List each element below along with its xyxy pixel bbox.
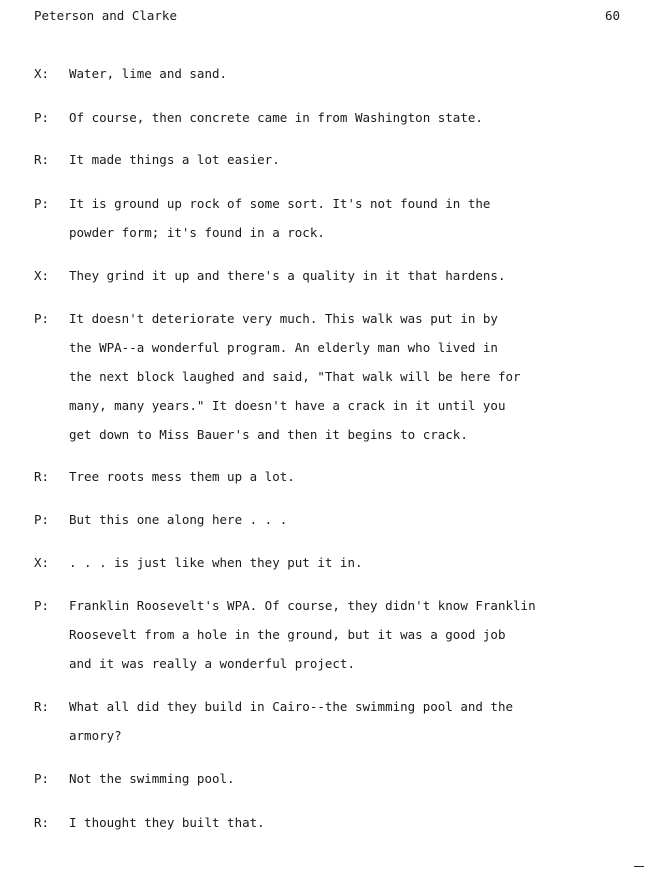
transcript-entry	[34, 555, 624, 584]
transcript-entry	[34, 598, 624, 685]
scan-mark	[634, 866, 644, 867]
line-text: and it was really a wonderful project.	[69, 656, 355, 671]
speaker-label: P:	[34, 771, 50, 786]
speaker-label: P:	[34, 110, 50, 125]
speaker-label: R:	[34, 152, 50, 167]
speaker-label: P:	[34, 196, 50, 211]
transcript-line	[34, 66, 624, 95]
line-text: Water, lime and sand.	[69, 66, 228, 81]
transcript-line	[34, 196, 624, 225]
transcript-line	[34, 152, 624, 181]
transcript-line	[34, 340, 624, 369]
speaker-label: X:	[34, 268, 50, 283]
transcript-line	[34, 555, 624, 584]
line-text: They grind it up and there's a quality in it that hardens.	[69, 268, 506, 283]
transcript-line	[34, 427, 624, 456]
transcript-line	[34, 627, 624, 656]
line-text: get down to Miss Bauer's and then it begins to crack.	[69, 427, 468, 442]
transcript-line	[34, 268, 624, 297]
transcript-line	[34, 369, 624, 398]
line-text: many, many years." It doesn't have a crack in it until you	[69, 398, 506, 413]
transcript-line	[34, 598, 624, 627]
transcript-entry	[34, 66, 624, 95]
page-header	[34, 8, 620, 23]
transcript-line	[34, 699, 624, 728]
transcript-line	[34, 398, 624, 427]
transcript-entry	[34, 268, 624, 297]
line-text: I thought they built that.	[69, 815, 265, 830]
speaker-label: R:	[34, 815, 50, 830]
line-text: Tree roots mess them up a lot.	[69, 469, 295, 484]
line-text: But this one along here . . .	[69, 512, 288, 527]
transcript-line	[34, 225, 624, 254]
transcript-line	[34, 512, 624, 541]
line-text: powder form; it's found in a rock.	[69, 225, 325, 240]
line-text: the WPA--a wonderful program. An elderly man who lived in	[69, 340, 498, 355]
speaker-label: X:	[34, 66, 50, 81]
transcript-line	[34, 469, 624, 498]
line-text: . . . is just like when they put it in.	[69, 555, 363, 570]
line-text: Not the swimming pool.	[69, 771, 235, 786]
transcript-entry	[34, 469, 624, 498]
speaker-label: P:	[34, 512, 50, 527]
line-text: It made things a lot easier.	[69, 152, 280, 167]
transcript-entry	[34, 311, 624, 456]
transcript-entry	[34, 815, 624, 844]
transcript-entry	[34, 196, 624, 254]
transcript-entry	[34, 110, 624, 139]
transcript-entry	[34, 699, 624, 757]
line-text: It doesn't deteriorate very much. This walk was put in by	[69, 311, 498, 326]
transcript-line	[34, 656, 624, 685]
line-text: the next block laughed and said, "That walk will be here for	[69, 369, 521, 384]
line-text: Of course, then concrete came in from Washington state.	[69, 110, 483, 125]
line-text: Franklin Roosevelt's WPA. Of course, they didn't know Franklin	[69, 598, 536, 613]
line-text: What all did they build in Cairo--the swimming pool and the	[69, 699, 514, 714]
line-text: It is ground up rock of some sort. It's not found in the	[69, 196, 491, 211]
speaker-label: P:	[34, 598, 50, 613]
speaker-label: X:	[34, 555, 50, 570]
speaker-label: R:	[34, 469, 50, 484]
transcript-line	[34, 771, 624, 800]
transcript-entry	[34, 512, 624, 541]
transcript-line	[34, 728, 624, 757]
document-title: Peterson and Clarke	[34, 8, 177, 23]
transcript-line	[34, 815, 624, 844]
speaker-label: P:	[34, 311, 50, 326]
transcript-entry	[34, 771, 624, 800]
speaker-label: R:	[34, 699, 50, 714]
transcript-line	[34, 110, 624, 139]
page-number: 60	[604, 8, 620, 23]
line-text: armory?	[69, 728, 122, 743]
transcript-line	[34, 311, 624, 340]
transcript-entry	[34, 152, 624, 181]
line-text: Roosevelt from a hole in the ground, but it was a good job	[69, 627, 506, 642]
